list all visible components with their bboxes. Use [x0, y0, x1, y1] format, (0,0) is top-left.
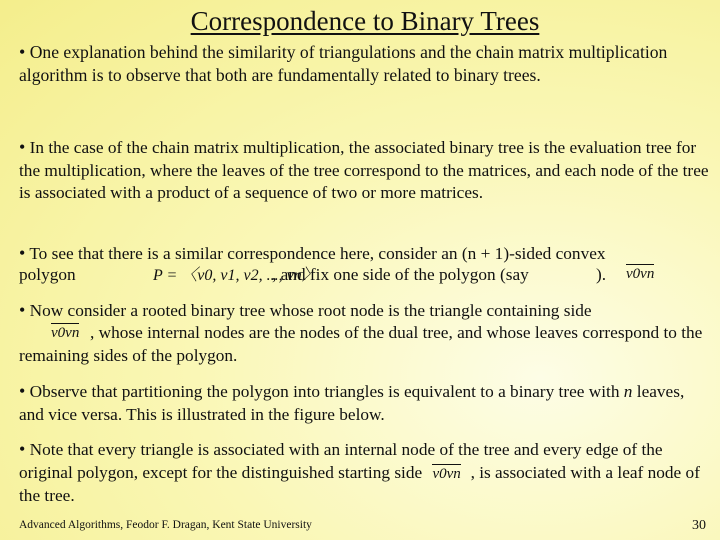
paragraph-3-close-text: ). — [596, 265, 607, 284]
paragraph-3-line1: To see that there is a similar correspondence here, consider an (n + 1)-sided convex — [29, 244, 606, 263]
paragraph-4-continued-text: , whose internal nodes are the nodes of the dual tree, and whose leaves correspond to the remaining sides of the polygon. — [19, 323, 703, 365]
paragraph-6-text-a: Note that every triangle is associated with an internal node of the tree and every edge of the original polygon, except for the distinguished starting side — [19, 440, 663, 482]
slide-title: Correspondence to Binary Trees — [190, 6, 540, 36]
paragraph-3 — [19, 242, 709, 266]
paragraph-2 — [19, 136, 709, 205]
paragraph-5-text-a: Observe that partitioning the polygon into triangles is equivalent to a binary tree with — [29, 382, 620, 401]
paragraph-6-text-b: , is associated with a leaf node of the tree. — [19, 462, 700, 505]
bullet: • — [19, 439, 26, 459]
paragraph-4 — [19, 299, 709, 323]
paragraph-5-n: n — [623, 382, 633, 401]
paragraph-3-fix-side-text: , and fix one side of the polygon (say — [272, 265, 529, 284]
edge-expression-3 — [432, 466, 464, 482]
bullet: • — [19, 243, 26, 263]
paragraph-1-text: One explanation behind the similarity of triangulations and the chain matrix multiplication algorithm is to observe that both are fundamentally related to binary trees. — [19, 42, 668, 85]
paragraph-4-text: Now consider a rooted binary tree whose root node is the triangle containing side — [29, 301, 592, 320]
paragraph-5-text-b: leaves, and vice versa. This is illustrated in the figure below. — [19, 382, 685, 424]
paragraph-1 — [19, 41, 709, 86]
bullet: • — [19, 42, 26, 62]
bullet: • — [19, 137, 26, 157]
edge-text: v0vn — [432, 465, 461, 482]
bullet: • — [19, 300, 26, 320]
paragraph-4-continued — [19, 322, 709, 367]
edge-text: v0vn — [51, 325, 80, 341]
edge-expression-1 — [626, 266, 654, 283]
footer-credit: Advanced Algorithms, Feodor F. Dragan, Kent State University — [19, 519, 312, 531]
paragraph-2-text: In the case of the chain matrix multiplication, the associated binary tree is the evaluation tree for the multiplication, where the leaves of the tree correspond to the matrices, and each node of the tree is associated with a product of a sequence of two or more matrices. — [19, 138, 709, 202]
edge-text: v0vn — [626, 266, 655, 282]
paragraph-3-fix-side — [272, 264, 612, 287]
paragraph-5 — [19, 380, 709, 426]
bullet: • — [19, 381, 26, 401]
polygon-expression-text: P = 〈v0, v1, v2, ..., vn〉 — [153, 267, 318, 284]
paragraph-3-close — [596, 264, 626, 287]
page-number: 30 — [692, 518, 706, 533]
paragraph-3-polygon-word: polygon — [19, 265, 76, 284]
paragraph-6 — [19, 438, 709, 508]
